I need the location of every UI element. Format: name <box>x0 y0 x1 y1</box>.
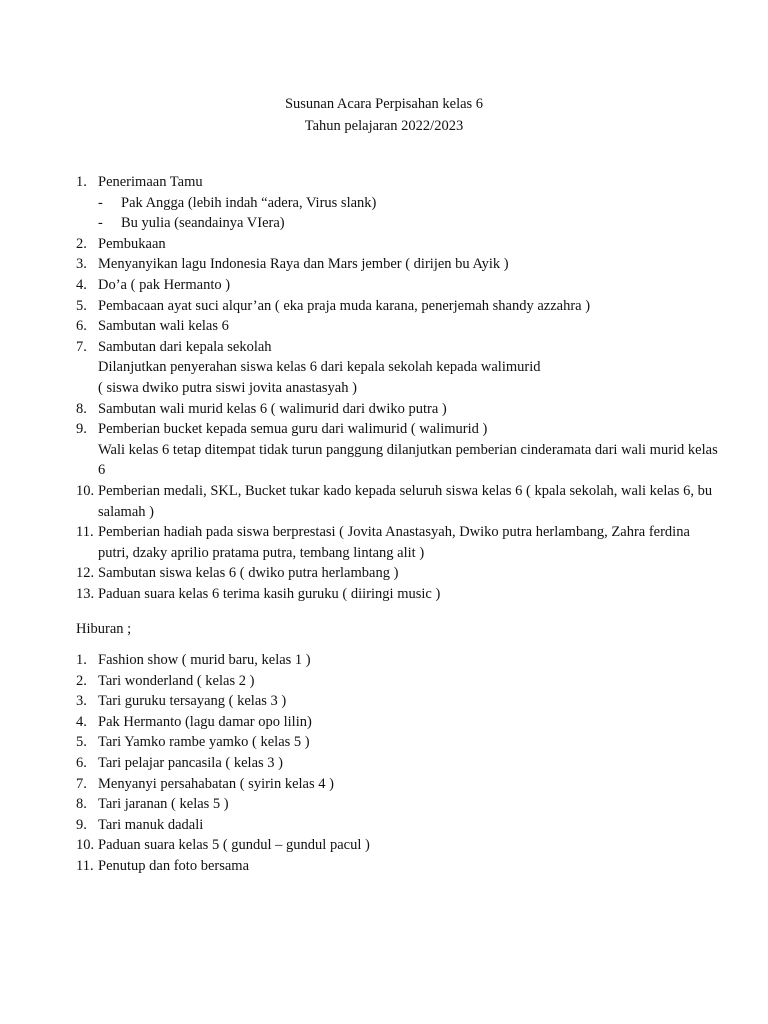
list-item <box>76 835 724 856</box>
list-item <box>76 522 724 563</box>
item-text: Tari jaranan ( kelas 5 ) <box>98 796 229 813</box>
list-item <box>76 671 724 692</box>
list-item <box>76 419 724 481</box>
program-list <box>76 172 724 604</box>
list-item <box>76 296 724 317</box>
list-item <box>76 753 724 774</box>
list-item <box>76 399 724 420</box>
item-number: 3. <box>76 693 87 710</box>
sub-item-text: Pak Angga (lebih indah “adera, Virus slank) <box>121 194 377 211</box>
list-item <box>76 316 724 337</box>
dash-marker: - <box>98 194 103 211</box>
list-item <box>76 254 724 275</box>
item-text: Pak Hermanto (lagu damar opo lilin) <box>98 713 312 730</box>
item-number: 1. <box>76 652 87 668</box>
item-text: Sambutan siswa kelas 6 ( dwiko putra herlambang ) <box>98 565 399 582</box>
item-text: Pemberian bucket kepada semua guru dari walimurid ( walimurid ) <box>98 421 488 438</box>
item-text: Penerimaan Tamu <box>98 174 203 190</box>
item-number: 4. <box>76 276 87 293</box>
item-number: 4. <box>76 713 87 730</box>
item-text: Pemberian hadiah pada siswa berprestasi ( Jovita Anastasyah, Dwiko putra herlambang, Zahra ferdina putri, dzaky aprilio pratama putra, tembang lintang alit ) <box>98 524 690 561</box>
sub-list <box>98 193 724 234</box>
item-number: 10. <box>76 837 95 854</box>
item-text: Menyanyi persahabatan ( syirin kelas 4 ) <box>98 775 334 792</box>
item-continuation: ( siswa dwiko putra siswi jovita anastasyah ) <box>98 379 357 396</box>
document-subtitle: Tahun pelajaran 2022/2023 <box>304 118 464 134</box>
item-text: Sambutan wali murid kelas 6 ( walimurid dari dwiko putra ) <box>98 400 447 417</box>
list-item <box>76 774 724 795</box>
sub-list-item <box>98 193 724 214</box>
item-text: Fashion show ( murid baru, kelas 1 ) <box>98 652 311 668</box>
item-text: Tari guruku tersayang ( kelas 3 ) <box>98 693 287 710</box>
hiburan-heading: Hiburan ; <box>76 621 132 637</box>
item-number: 8. <box>76 796 87 813</box>
list-item <box>76 234 724 255</box>
item-number: 9. <box>76 421 87 438</box>
item-text: Sambutan dari kepala sekolah <box>98 338 272 355</box>
list-item <box>76 732 724 753</box>
item-number: 10. <box>76 482 95 499</box>
dash-marker: - <box>98 215 103 232</box>
item-text: Sambutan wali kelas 6 <box>98 318 229 335</box>
item-number: 6. <box>76 754 87 771</box>
item-text: Pemberian medali, SKL, Bucket tukar kado kepada seluruh siswa kelas 6 ( kpala sekolah, wali kelas 6, bu salamah ) <box>98 482 713 520</box>
list-item <box>76 584 724 605</box>
item-text: Tari Yamko rambe yamko ( kelas 5 ) <box>98 734 310 751</box>
list-item <box>76 563 724 584</box>
item-text: Pembacaan ayat suci alqur’an ( eka praja muda karana, penerjemah shandy azzahra ) <box>98 297 591 314</box>
item-text: Tari pelajar pancasila ( kelas 3 ) <box>98 754 283 771</box>
list-item <box>76 337 724 399</box>
list-item <box>76 481 724 522</box>
item-text: Paduan suara kelas 6 terima kasih guruku ( diiringi music ) <box>98 585 441 602</box>
hiburan-list <box>76 650 724 877</box>
item-number: 5. <box>76 734 87 751</box>
item-number: 1. <box>76 174 87 190</box>
item-number: 2. <box>76 672 87 689</box>
document-title: Susunan Acara Perpisahan kelas 6 <box>284 96 484 112</box>
item-number: 12. <box>76 565 95 582</box>
item-text: Penutup dan foto bersama <box>98 857 250 874</box>
list-item <box>76 794 724 815</box>
item-number: 7. <box>76 775 87 792</box>
item-continuation: Wali kelas 6 tetap ditempat tidak turun panggung dilanjutkan pemberian cinderamata dari wali murid kelas 6 <box>98 441 718 479</box>
item-text: Paduan suara kelas 5 ( gundul – gundul pacul ) <box>98 837 370 854</box>
item-number: 11. <box>76 524 94 541</box>
sub-list-item <box>98 213 724 234</box>
list-item <box>76 712 724 733</box>
list-item <box>76 172 724 234</box>
list-item <box>76 815 724 836</box>
list-item <box>76 275 724 296</box>
item-number: 5. <box>76 297 87 314</box>
item-number: 2. <box>76 235 87 252</box>
item-number: 3. <box>76 256 87 273</box>
item-number: 13. <box>76 585 95 602</box>
item-continuation: Dilanjutkan penyerahan siswa kelas 6 dari kepala sekolah kepada walimurid <box>98 359 541 376</box>
sub-item-text: Bu yulia (seandainya VIera) <box>121 215 285 232</box>
item-text: Do’a ( pak Hermanto ) <box>98 276 231 293</box>
item-text: Tari manuk dadali <box>98 816 204 833</box>
item-text: Pembukaan <box>98 235 166 252</box>
item-number: 9. <box>76 816 87 833</box>
item-number: 11. <box>76 857 94 874</box>
list-item <box>76 650 724 671</box>
item-number: 8. <box>76 400 87 417</box>
item-text: Tari wonderland ( kelas 2 ) <box>98 672 255 689</box>
item-number: 7. <box>76 338 87 355</box>
item-number: 6. <box>76 318 87 335</box>
list-item <box>76 691 724 712</box>
list-item <box>76 856 724 877</box>
item-text: Menyanyikan lagu Indonesia Raya dan Mars jember ( dirijen bu Ayik ) <box>98 256 509 273</box>
